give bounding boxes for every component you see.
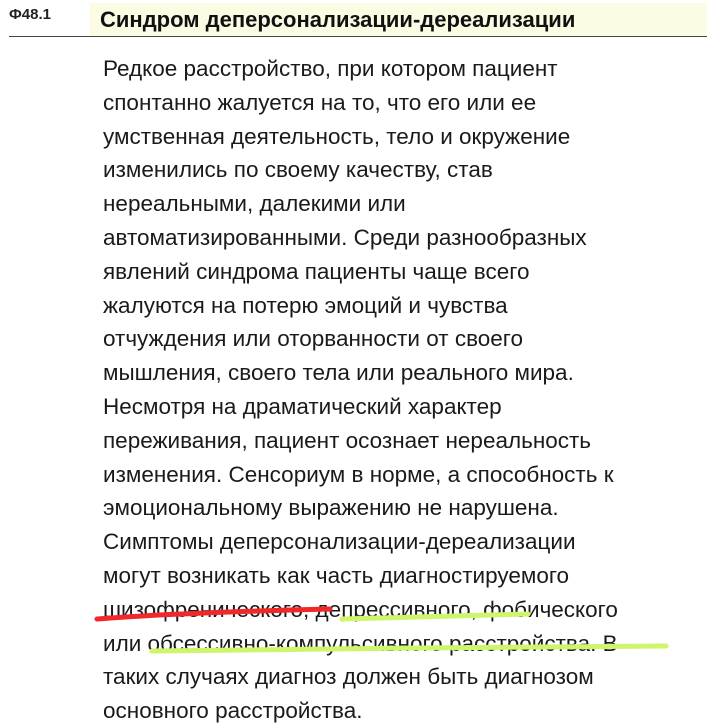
body-line: или обсессивно-компульсивного расстройства. В xyxy=(103,630,618,656)
entry-title: Синдром деперсонализации-дереализации xyxy=(100,7,576,32)
body-text xyxy=(103,52,713,728)
entry-code: Ф48.1 xyxy=(9,6,51,23)
body-line: автоматизированными. Среди разнообразных xyxy=(103,224,587,250)
body-line: жалуются на потерю эмоций и чувства xyxy=(103,292,508,318)
body-line: изменения. Сенсориум в норме, а способность к xyxy=(103,461,614,487)
body-line: нереальными, далекими или xyxy=(103,191,406,217)
body-line: Редкое расстройство, при котором пациент xyxy=(103,56,558,81)
body-line: спонтанно жалуется на то, что его или ее xyxy=(103,89,537,115)
body-line: умственная деятельность, тело и окружение xyxy=(103,123,571,149)
body-line: отчуждения или оторванности от своего xyxy=(103,326,524,352)
body-line: могут возникать как часть диагностируемого xyxy=(103,562,570,588)
body-line: Симптомы деперсонализации-дереализации xyxy=(103,529,576,555)
body-line: переживания, пациент осознает нереальность xyxy=(103,427,592,453)
body-line: Несмотря на драматический характер xyxy=(103,393,502,419)
body-line: мышления, своего тела или реального мира. xyxy=(103,360,574,386)
body-line: таких случаях диагноз должен быть диагнозом xyxy=(103,664,594,690)
heading-left-rule xyxy=(9,36,91,37)
body-line: эмоциональному выражению не нарушена. xyxy=(103,495,559,521)
body-line: изменились по своему качеству, став xyxy=(103,157,493,183)
heading-bar xyxy=(90,3,707,37)
body-line: шизофренического, депрессивного, фобического xyxy=(103,596,618,622)
body-line: явлений синдрома пациенты чаще всего xyxy=(103,258,530,284)
body-line: основного расстройства. xyxy=(103,698,363,724)
